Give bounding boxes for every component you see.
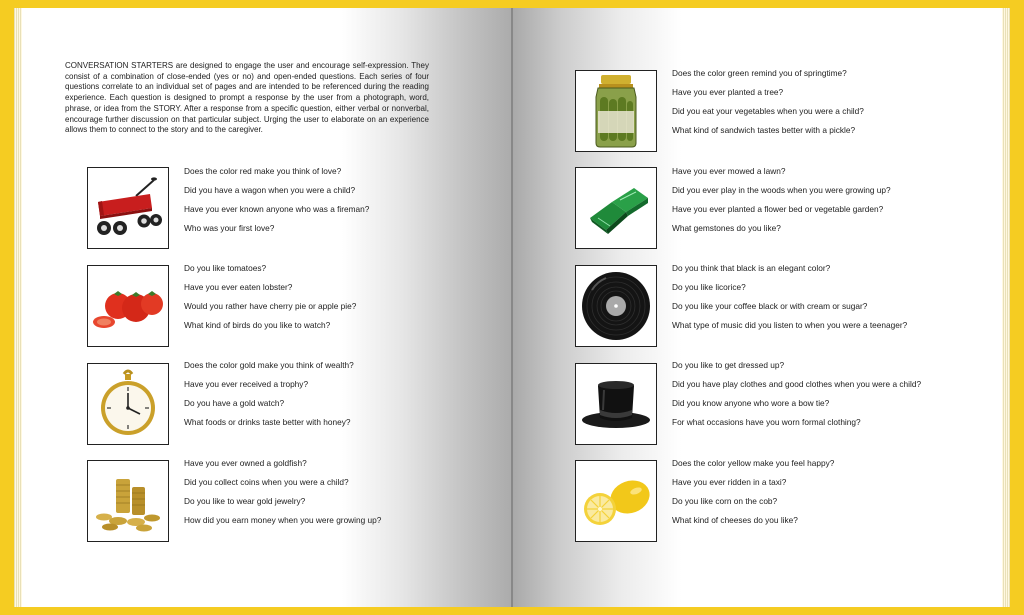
vinyl-record-icon	[575, 265, 657, 347]
question: Have you ever ridden in a taxi?	[672, 477, 787, 487]
question: Did you collect coins when you were a child?	[184, 477, 349, 487]
question: For what occasions have you worn formal clothing?	[672, 417, 861, 427]
question: Have you ever planted a tree?	[672, 87, 784, 97]
question: Did you have a wagon when you were a child?	[184, 185, 356, 195]
question: What foods or drinks taste better with honey?	[184, 417, 351, 427]
question: Have you ever known anyone who was a fireman?	[184, 204, 370, 214]
question: Did you have play clothes and good clothes when you were a child?	[672, 379, 922, 389]
question: Who was your first love?	[184, 223, 275, 233]
question: Do you like to get dressed up?	[672, 360, 785, 370]
question-list-green	[672, 64, 864, 140]
question: Do you think that black is an elegant color?	[672, 263, 831, 273]
question: Have you ever received a trophy?	[184, 379, 309, 389]
question: Would you rather have cherry pie or apple pie?	[184, 301, 357, 311]
question: Did you know anyone who wore a bow tie?	[672, 398, 830, 408]
question: Do you like corn on the cob?	[672, 496, 778, 506]
gold-coins-icon	[87, 460, 169, 542]
question: Does the color red make you think of love?	[184, 166, 342, 176]
question: What kind of birds do you like to watch?	[184, 320, 331, 330]
question: Have you ever eaten lobster?	[184, 282, 293, 292]
question: Does the color green remind you of springtime?	[672, 68, 847, 78]
question: Do you have a gold watch?	[184, 398, 285, 408]
question: What type of music did you listen to when you were a teenager?	[672, 320, 908, 330]
question-list-red	[184, 162, 369, 238]
question: Do you like to wear gold jewelry?	[184, 496, 306, 506]
question-list-black-2	[672, 356, 921, 432]
lemons-icon	[575, 460, 657, 542]
left-page-edges	[14, 8, 22, 607]
question: Have you ever mowed a lawn?	[672, 166, 786, 176]
right-page-edges	[1002, 8, 1010, 607]
book-gutter	[511, 8, 513, 607]
question-list-gold-2	[184, 454, 381, 530]
question-list-red-2	[184, 259, 356, 335]
question: Did you ever play in the woods when you were growing up?	[672, 185, 891, 195]
question: Have you ever owned a goldfish?	[184, 458, 307, 468]
pocket-watch-icon	[87, 363, 169, 445]
question: Does the color yellow make you feel happy?	[672, 458, 835, 468]
question: Do you like your coffee black or with cream or sugar?	[672, 301, 868, 311]
question-list-black	[672, 259, 907, 335]
question: What gemstones do you like?	[672, 223, 781, 233]
question: Have you ever planted a flower bed or vegetable garden?	[672, 204, 884, 214]
question: What kind of cheeses do you like?	[672, 515, 798, 525]
tomatoes-icon	[87, 265, 169, 347]
top-hat-icon	[575, 363, 657, 445]
question-list-gold	[184, 356, 354, 432]
question: Did you eat your vegetables when you were a child?	[672, 106, 864, 116]
question-list-yellow	[672, 454, 834, 530]
question: Do you like tomatoes?	[184, 263, 267, 273]
green-gemstones-icon	[575, 167, 657, 249]
question: Does the color gold make you think of wealth?	[184, 360, 354, 370]
intro-paragraph: CONVERSATION STARTERS are designed to engage the user and encourage self-expression. They consist of a combination of close-ended (yes or no) and open-ended questions. Each series of four questions correlate to an individual set of pages and are intended to be referenced during the reading experience. Each question is designed to prompt a response by the user from a photograph, word, phrase, or idea from the STORY. After a response from a specific question, either verbal or nonverbal, encourage further discussion on that particular subject. Urging the user to elaborate on an experience allows them to connect to the story and to the caregiver.	[65, 61, 429, 135]
pickle-jar-icon	[575, 70, 657, 152]
question: What kind of sandwich tastes better with a pickle?	[672, 125, 856, 135]
question-list-green-2	[672, 162, 891, 238]
red-wagon-icon	[87, 167, 169, 249]
question: How did you earn money when you were growing up?	[184, 515, 382, 525]
question: Do you like licorice?	[672, 282, 746, 292]
